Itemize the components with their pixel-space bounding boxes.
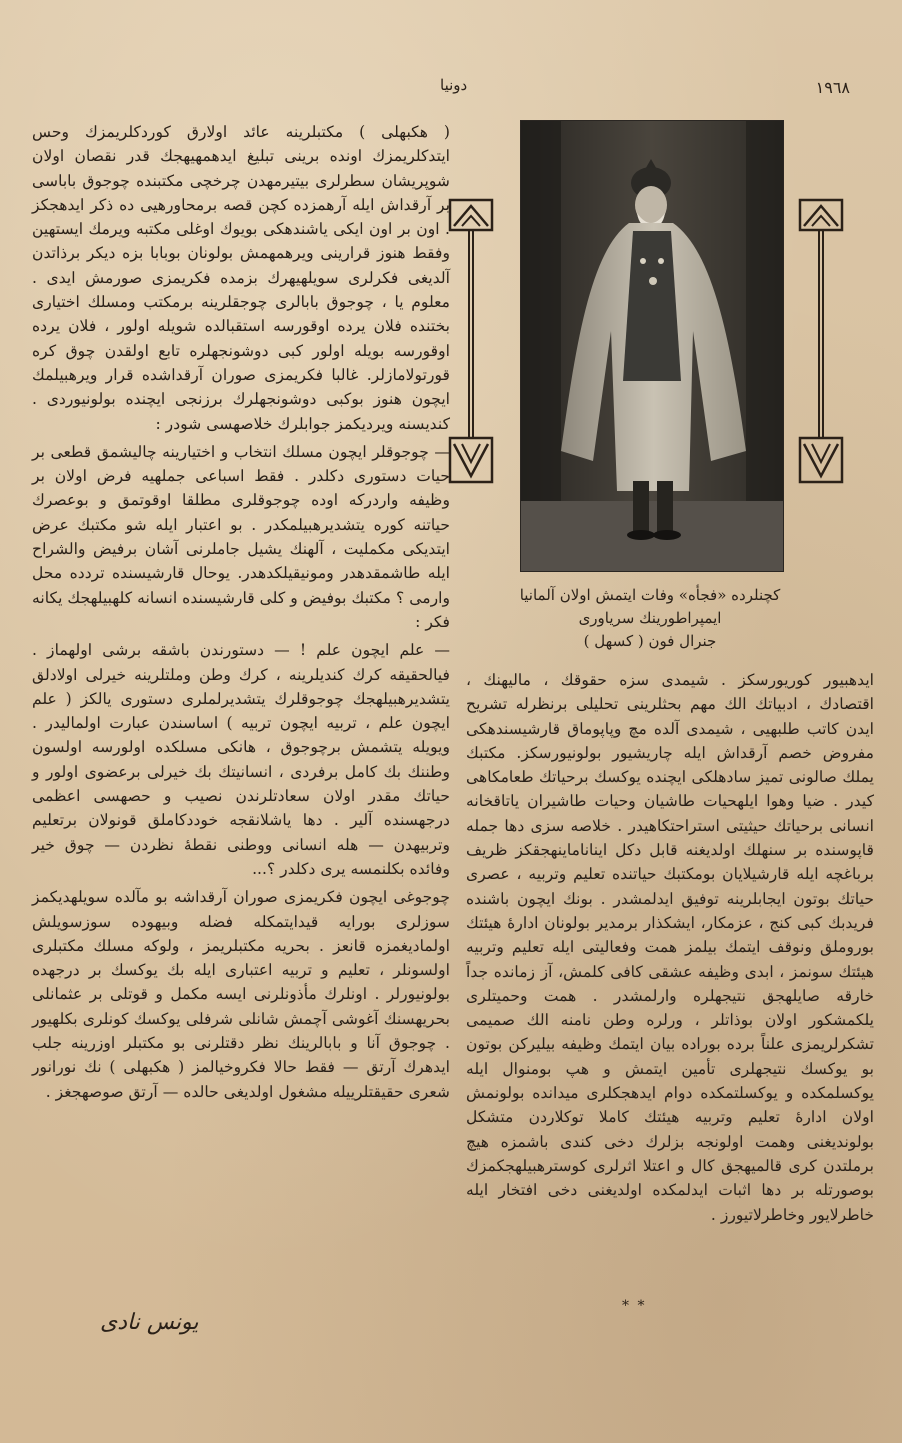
section-end-stars: * *	[622, 1298, 647, 1314]
paragraph: چوجوغی ایچون فکریمزی صوران آرقداشه بو مآلده سویلهدیکمز سوزلری بورایه قیدایتمکله فضله وبیهوده سوزسویلش اولمادیغمزه قانعز . بحریه مکتبلریمز ، ولوکه مسلك مکتبلری اولسونلر ، تعلیم و تربیه اعتباری ایله بك یوکسك بر درجهده بولونیورلر . اونلرك مأذونلرنی ایسه مکمل و قوتلی بر عثمانلی بحریهسنك آغوشی آچمش شانلی شرفلی یوکسك کونلری بکلهیور . چوجوق آنا و بابالرینك نظر دقتلرنی بو مکتبلر اوزرینه جلب ایدهرك آرتق — فقط حالا فکروخیالمز ( هکبهلی ) نك نورانور شعری حقیقتلرییله مشغول اولدیغی حالده — آرتق صوصهجغز .	[32, 888, 450, 1101]
page-number: ١٩٦٨	[815, 78, 850, 97]
paragraph: — علم ایچون علم ! — دستورندن باشقه برشی اولهماز . فیالحقیقه کرك کندیلرینه ، کرك وطن وملتلرینه خیرلی اولادلق یتشدیرهبیلهجك چوجوقلرك یتشدیرلملری دستوری یالکز ( علم ایچون علم ، تربیه ایچون تربیه ) اساسندن عبارت اولمالیدر . ویویله یتشمش برچوجوق ، هانکی مسلکده اولورسه اولسون وطننك بك کامل برفردی ، انسانیتك بك خیرلی برعضوی اولور و حیاتك مقدر اولان سعادتلرندن نصیب و حصهسی اعظمی درجهسنده آلیر . دها یاشلانقجه خوددکاملق قونولان برتعلیم وتربیهدن — هله انسانی ووطنی نقطهٔ نظردن — چوق خیر وفائده بکلنمسه یری دکلدر ؟...	[32, 641, 450, 878]
author-signature: یونس نادی	[100, 1310, 199, 1335]
left-ornament-icon	[448, 198, 494, 498]
right-ornament-icon	[798, 198, 844, 498]
caption-line: کچنلرده «فجأه» وفات ایتمش اولان آلمانیا ایمپراطورینك سریاوری	[519, 586, 781, 627]
paragraph: — چوجوقلر ایچون مسلك انتخاب و اختیارینه چالیشمق قطعی بر حیات دستوری دکلدر . فقط اسباعی جملهیه فرض اولان بر وظیفه واردرکه اوده چوجوقلری مطلقا اوقوتمق و بوعصرك حیاتنه کوره یتشدیرهبیلمکدر . بو اعتبار ایله شو مکتبك عرض ایتدیکی مکملیت ، آلهنك یشیل جاملرنی آشان برفیض والشراح ایله طاشمقدهدر ومونیقیلکدهدر. یوحال قارشیسنده تردده محل وارمی ؟ مکتبك بوفیض و کلی قارشیسنده انسانه کلهبیلهجك یکانه فکر :	[32, 442, 450, 631]
paragraph: ( هکبهلی ) مکتبلرینه عائد اولارق کوردکلریمزك وحس ایتدکلریمزك اونده برینی تبلیغ ایدهمهیهجك قدر نقصان اولان شوپریشان سطرلری بیتیرمهدن چرخچی مکتبنده چوجوق باباسی بر آرقداش ایله آرهمزده کچن قصه برمحاورهیی ده ذکر ایدهجکز . اون بر اون ایکی یاشندهکی بویوك اوغلی مکتبه ویرمك ایستهین وفقط هنوز قرارینی ویرهمهمش بولونان بوبابا بزه دیکر برذاتدن آلدیغی فکرلری سویلهیهرك بزمده فکریمزی صورمش ایدی . معلوم یا ، چوجوق بابالری چوجقلرینه برمکتب ومسلك اختیاری بختنده فلان یرده اوقورسه استقبالده شویله اولور ، فلان یرده اوقورسه بویله اولور کبی دوشونجهلره تابع اولقدن چوق کره قورتولامازلر. غالبا فکریمزی صوران آرقداشده قرار ویرهبیلمك ایچون هنوز بوکبی دوشونجهلرك برزنجی ایچنده بولونیوردی . کندیسنه ویردیکمز جوابلرك خلاصهسی شودر :	[32, 123, 450, 433]
left-text-column	[32, 120, 450, 1108]
caption-line: جنرال فون ( کسهل )	[583, 632, 717, 650]
running-header: دونیا	[440, 76, 468, 94]
photo-caption	[500, 584, 800, 653]
right-text-column	[466, 668, 874, 1231]
paragraph: ایدهبیور کوریورسکز . شیمدی سزه حقوقك ، مالیهنك ، اقتصادك ، ادبیاتك الك مهم بحثلرینی تحلیلی برنظرله تشریح ایدن کاتب طلبهیی ، شیمدی آلده مچ وپاپوماق قارشیسندهکی مفروض خصم آرقداش ایله چاریشیور بولونیورسکز. مکتبك یملك صالونی تمیز سادهلکی ایچنده یوکسك برحیاتك طعامکاهی کیدر . ضیا وهوا ایلهحیات طاشیان وحیات طاشیران یاتاقخانه انسانی برحیاتك حیثیتی استراحتکاهیدر . خلاصه سزی دها جمله قاپوسنده بر سنهلك اولدیغنه قابل دکل ایناناماینهجقکز ظریف برباغچه ایله قارشیلایان بومکتبك حیاتنده تعلیم وتربیه ، عصری حیاتك بوتون ایجابلرینه توفیق ایدلمشدر . بونك ایچون باشنده فریدبك کبی کنج ، عزمکار، ایشکذار برمدیر بولونان ادارهٔ هیئتك بوروملق ونوقف ایتمك بیلمز همت وفعالیتی ایله تعلیم وتربیه هیئتك سونمز ، ابدی وظیفه عشقی کافی کلمش، آز زمانده جداً خارقه صایلهجق نتیجهلره وارلمشدر . همت وحمیتلری یلکمشکور اولان بوذاتلر ، ورلره وطن نامنه الك صمیمی تشکرلریمزی علناً برده بوراده بیان ایتمك وظیفه بیلیرکن بوتون بو یوکسك نتیجهلری تأمین ایتمش و هپ بومنوال ایله یوکسلمکده و یوکسلتمکده دوام ایدهجکلری میدانده بولونمش اولان ادارهٔ تعلیم وتربیه هیئتك کاملا توکلاردن متشکل بولوندیغنی وهمت اولونجه بزلرك دخی کندی باشمزه هیچ برملتدن کری قالمیهجق کال و اعتلا اثرلری کوسترهبیلهجکمزك بوصورتله بر دها اثبات ایدلمکده اولدیغنی دخی افتخار ایله خاطرلایور وخاطرلاتیورز .	[466, 671, 874, 1224]
general-portrait-image	[521, 121, 783, 571]
portrait-photo	[520, 120, 784, 572]
